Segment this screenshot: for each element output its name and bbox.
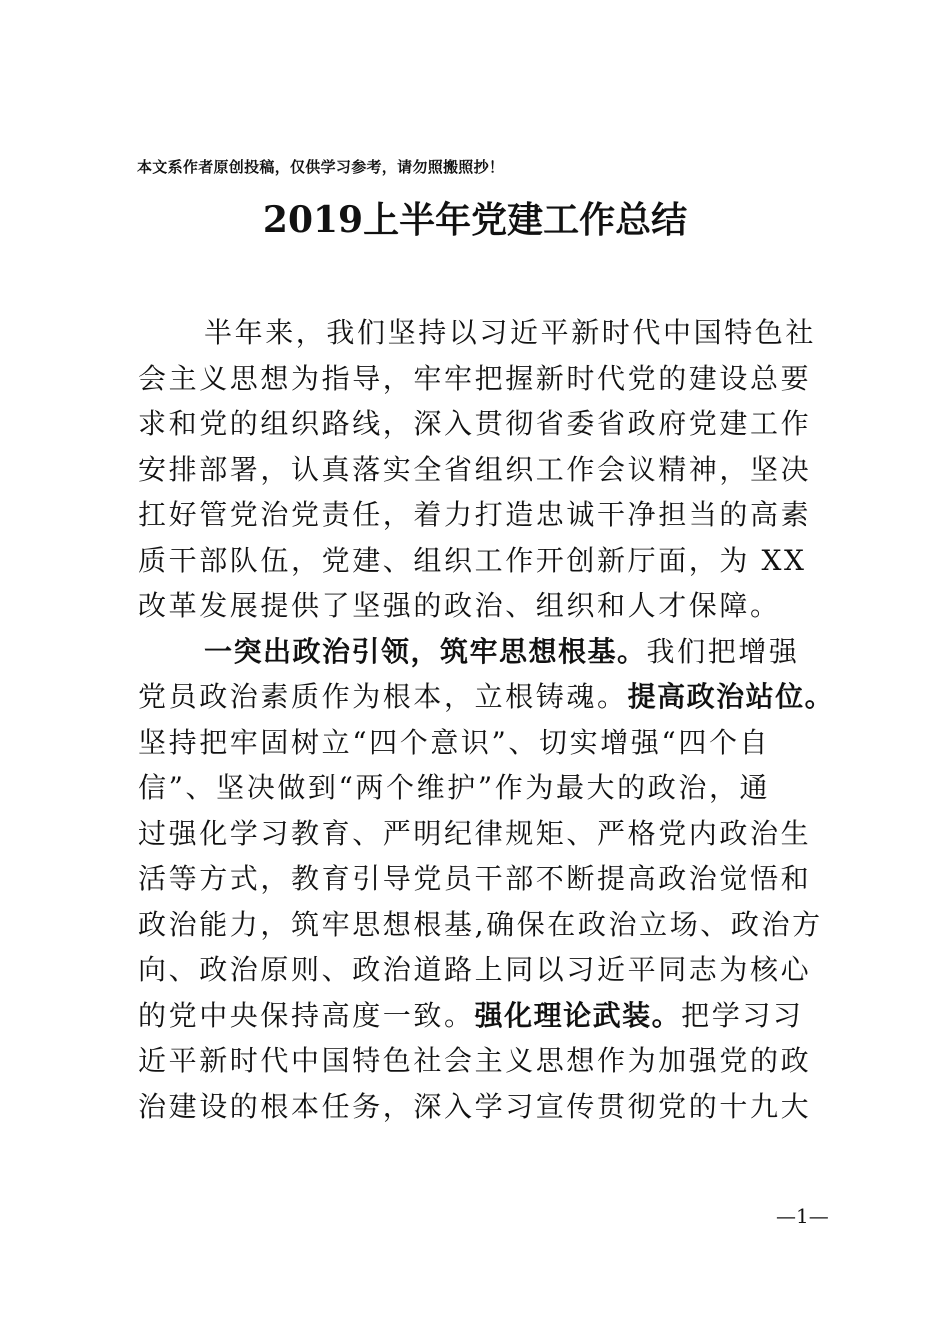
paragraph-line: 求和党的组织路线，深入贯彻省委省政府党建工作: [138, 407, 812, 440]
copyright-notice: 本文系作者原创投稿，仅供学习参考，请勿照搬照抄！: [137, 158, 505, 176]
paragraph-text: 我们把增强: [646, 634, 800, 668]
document-body: [138, 310, 852, 1129]
paragraph-line: [138, 629, 852, 675]
paragraph-line: 扛好管党治党责任，着力打造忠诚干净担当的高素: [138, 498, 812, 531]
page-number: —1—: [776, 1204, 829, 1228]
subheading: 强化理论武装。: [474, 998, 682, 1032]
paragraph-line: 信”、坚决做到“两个维护”作为最大的政治，通: [138, 771, 771, 804]
paragraph-text: 的党中央保持高度一致。: [138, 998, 475, 1032]
paragraph-text: 把学习习: [681, 998, 804, 1032]
document-title: 2019上半年党建工作总结: [262, 199, 688, 241]
paragraph-line: 坚持把牢固树立“四个意识”、切实增强“四个自: [138, 725, 771, 759]
paragraph-line: 治建设的根本任务，深入学习宣传贯彻党的十九大: [138, 1089, 812, 1123]
paragraph-line: [138, 993, 852, 1039]
paragraph-line: 近平新时代中国特色社会主义思想作为加强党的政: [138, 1044, 812, 1077]
paragraph-line: 改革发展提供了坚强的政治、组织和人才保障。: [138, 589, 781, 622]
paragraph-line: 质干部队伍，党建、组织工作开创新厅面，为 XX: [138, 543, 807, 577]
paragraph-text: 党员政治素质作为根本，立根铸魂。: [138, 680, 628, 713]
paragraph-line: 活等方式，教育引导党员干部不断提高政治觉悟和: [138, 862, 812, 895]
section-heading: 一突出政治引领，筑牢思想根基。: [204, 634, 647, 668]
paragraph-line: 向、政治原则、政治道路上同以习近平同志为核心: [138, 953, 812, 986]
subheading: 提高政治站位。: [627, 680, 835, 713]
paragraph-line: 半年来，我们坚持以习近平新时代中国特色社: [204, 316, 817, 349]
paragraph-line: [138, 674, 852, 720]
paragraph-line: 安排部署，认真落实全省组织工作会议精神，坚决: [138, 452, 812, 486]
paragraph-line: 会主义思想为指导，牢牢把握新时代党的建设总要: [138, 361, 812, 395]
paragraph-line: 政治能力，筑牢思想根基,确保在政治立场、政治方: [138, 907, 823, 941]
paragraph-line: 过强化学习教育、严明纪律规矩、严格党内政治生: [138, 816, 812, 850]
